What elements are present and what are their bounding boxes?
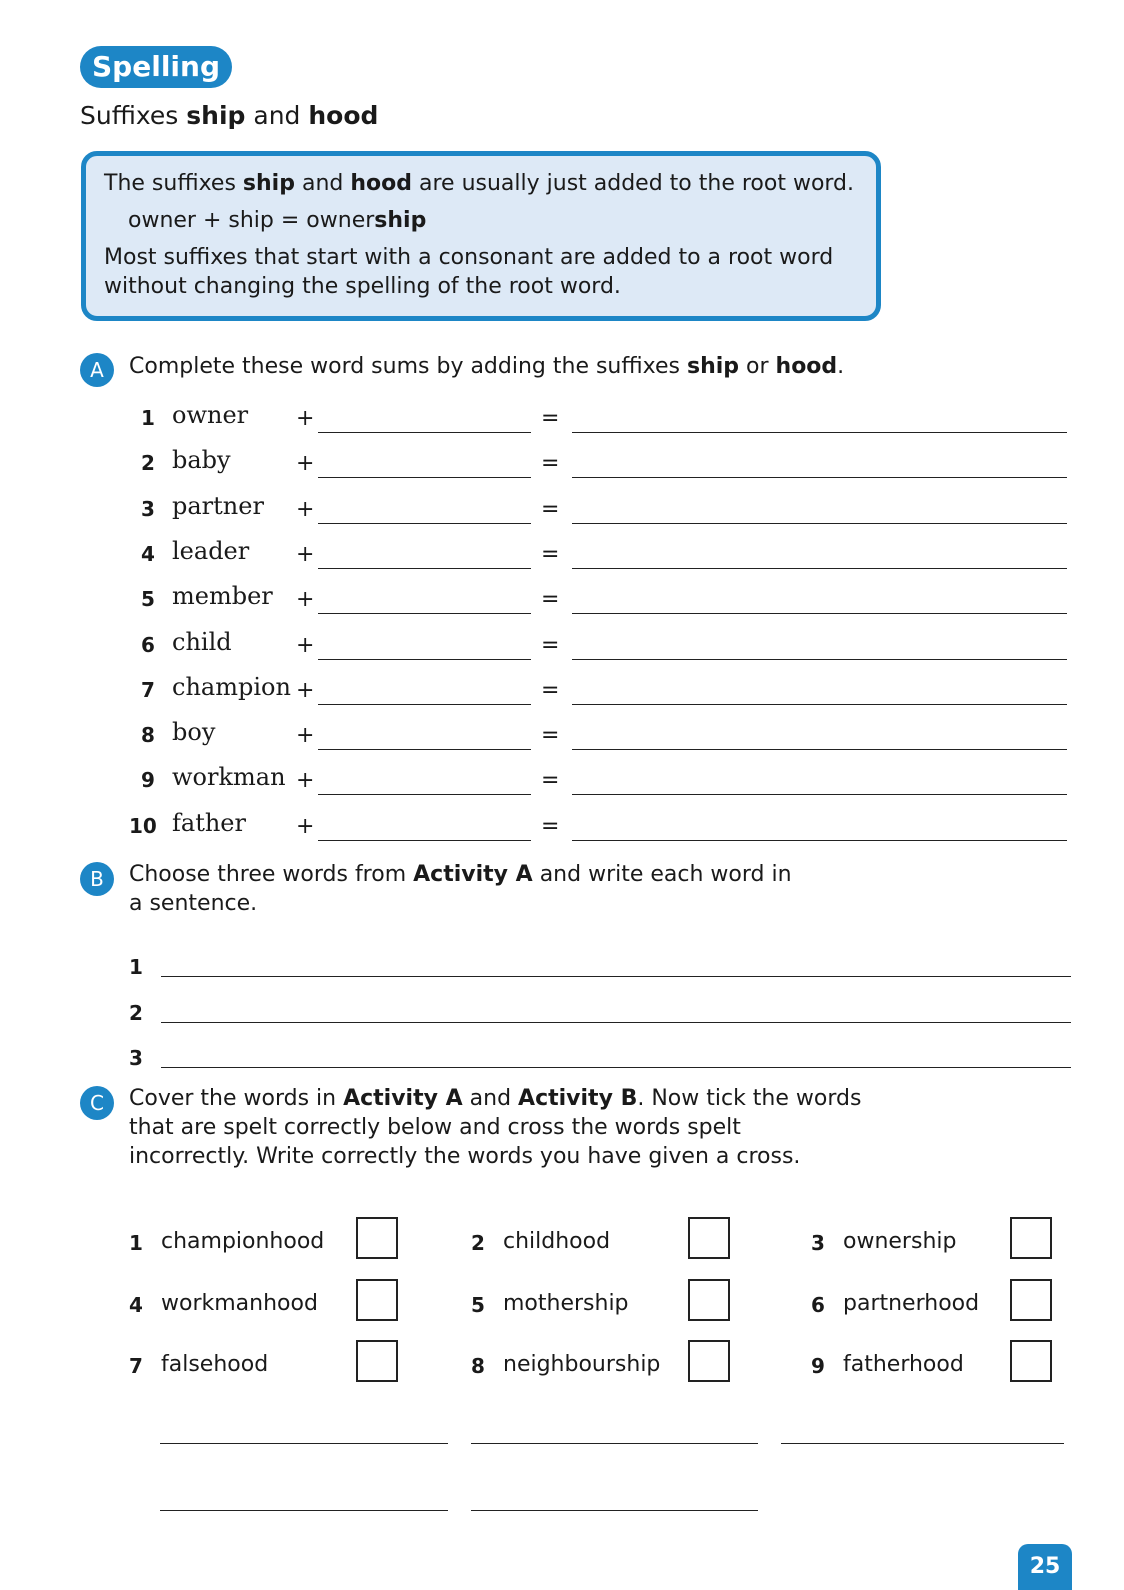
item-number: 7 (141, 677, 155, 702)
plus-sign: + (296, 677, 315, 703)
tick-checkbox[interactable] (688, 1340, 730, 1382)
check-word: workmanhood (161, 1290, 318, 1316)
sentence-number: 3 (129, 1046, 143, 1070)
tick-checkbox[interactable] (1010, 1217, 1052, 1259)
suffix-answer-line[interactable] (318, 659, 531, 660)
equals-sign: = (541, 541, 560, 567)
equals-sign: = (541, 768, 560, 794)
equals-sign: = (541, 451, 560, 477)
check-word: childhood (503, 1229, 611, 1254)
plus-sign: + (296, 406, 315, 431)
word-answer-line[interactable] (572, 749, 1067, 750)
word-answer-line[interactable] (572, 840, 1067, 841)
item-number: 9 (141, 768, 155, 793)
sentence-line[interactable] (161, 976, 1071, 977)
suffix-answer-line[interactable] (318, 523, 531, 524)
plus-sign: + (296, 496, 315, 522)
title-text: Suffixes (80, 101, 187, 130)
plus-sign: + (296, 768, 315, 794)
check-word: ownership (843, 1229, 957, 1254)
sentence-line[interactable] (161, 1022, 1071, 1023)
root-word: owner (172, 401, 249, 429)
suffix-answer-line[interactable] (318, 749, 531, 750)
plus-sign: + (296, 723, 315, 749)
check-word: championhood (161, 1229, 325, 1254)
activity-b-badge: B (80, 862, 114, 896)
correction-line[interactable] (160, 1510, 448, 1511)
suffix-answer-line[interactable] (318, 794, 531, 795)
check-item-number: 2 (471, 1231, 485, 1255)
correction-line[interactable] (781, 1443, 1064, 1444)
check-word: partnerhood (843, 1290, 980, 1316)
correction-line[interactable] (471, 1510, 758, 1511)
tick-checkbox[interactable] (356, 1340, 398, 1382)
root-word: boy (172, 718, 216, 747)
correction-line[interactable] (160, 1443, 448, 1444)
check-word: neighbourship (503, 1352, 661, 1377)
check-item-number: 9 (811, 1354, 825, 1378)
tick-checkbox[interactable] (1010, 1279, 1052, 1321)
sentence-number: 2 (129, 1000, 143, 1025)
word-answer-line[interactable] (572, 432, 1067, 433)
root-word: member (172, 582, 273, 611)
rule-paragraph: Most suffixes that start with a consonant are added to a root word without changing the spelling of the root word. (104, 245, 834, 299)
suffix-answer-line[interactable] (318, 840, 531, 841)
equals-sign: = (541, 406, 560, 431)
equals-sign: = (541, 677, 560, 703)
root-word: workman (172, 763, 286, 792)
page-title (80, 101, 378, 130)
equals-sign: = (541, 496, 560, 522)
suffix-answer-line[interactable] (318, 477, 531, 478)
activity-a-badge: A (80, 353, 114, 387)
activity-a-instructions: Complete these word sums by adding the suffixes ship or hood. (129, 354, 845, 379)
plus-sign: + (296, 813, 315, 839)
check-item-number: 6 (811, 1292, 825, 1317)
plus-sign: + (296, 632, 315, 658)
word-answer-line[interactable] (572, 613, 1067, 614)
check-item-number: 8 (471, 1354, 485, 1378)
check-item-number: 1 (129, 1231, 143, 1255)
check-word: fatherhood (843, 1352, 964, 1377)
item-number: 10 (129, 813, 157, 838)
item-number: 8 (141, 723, 155, 748)
page-number: 25 (1018, 1544, 1072, 1590)
equals-sign: = (541, 723, 560, 749)
item-number: 1 (141, 406, 155, 430)
item-number: 5 (141, 587, 155, 612)
suffix-answer-line[interactable] (318, 704, 531, 705)
word-answer-line[interactable] (572, 477, 1067, 478)
sentence-line[interactable] (161, 1067, 1071, 1068)
tick-checkbox[interactable] (688, 1279, 730, 1321)
root-word: leader (172, 536, 250, 565)
check-word: mothership (503, 1290, 629, 1316)
word-answer-line[interactable] (572, 794, 1067, 795)
sentence-number: 1 (129, 955, 143, 979)
activity-b-instructions: Choose three words from Activity A and write each word in a sentence. (129, 862, 792, 916)
activity-c-badge: C (80, 1086, 114, 1120)
item-number: 2 (141, 451, 155, 476)
root-word: child (172, 627, 232, 656)
tick-checkbox[interactable] (356, 1217, 398, 1259)
rule-example: owner + ship = ownership (128, 208, 427, 233)
item-number: 6 (141, 632, 155, 657)
check-item-number: 5 (471, 1292, 485, 1317)
tick-checkbox[interactable] (1010, 1340, 1052, 1382)
plus-sign: + (296, 451, 315, 477)
suffix-answer-line[interactable] (318, 568, 531, 569)
section-badge: Spelling (80, 46, 232, 88)
equals-sign: = (541, 632, 560, 658)
word-answer-line[interactable] (572, 523, 1067, 524)
root-word: baby (172, 446, 231, 475)
check-item-number: 7 (129, 1354, 143, 1378)
rule-info-box (81, 151, 881, 321)
check-item-number: 4 (129, 1292, 143, 1317)
plus-sign: + (296, 587, 315, 613)
item-number: 4 (141, 541, 155, 566)
root-word: partner (172, 491, 264, 520)
plus-sign: + (296, 541, 315, 567)
word-answer-line[interactable] (572, 568, 1067, 569)
equals-sign: = (541, 813, 560, 839)
title-bold-ship: ship (186, 101, 246, 130)
activity-c-instructions: Cover the words in Activity A and Activity B. Now tick the words that are spelt correctly below and cross the words spelt incorrectly. Write correctly the words you have given a cross. (129, 1086, 862, 1169)
suffix-answer-line[interactable] (318, 432, 531, 433)
rule-line: The suffixes ship and hood are usually just added to the root word. (104, 171, 855, 196)
word-answer-line[interactable] (572, 704, 1067, 705)
root-word: father (172, 808, 246, 837)
word-answer-line[interactable] (572, 659, 1067, 660)
check-word: falsehood (161, 1352, 269, 1377)
suffix-answer-line[interactable] (318, 613, 531, 614)
root-word: champion (172, 672, 291, 701)
check-item-number: 3 (811, 1231, 825, 1255)
tick-checkbox[interactable] (356, 1279, 398, 1321)
title-bold-hood: hood (308, 101, 379, 130)
item-number: 3 (141, 496, 155, 521)
correction-line[interactable] (471, 1443, 758, 1444)
tick-checkbox[interactable] (688, 1217, 730, 1259)
equals-sign: = (541, 587, 560, 613)
title-text-and: and (245, 101, 309, 130)
